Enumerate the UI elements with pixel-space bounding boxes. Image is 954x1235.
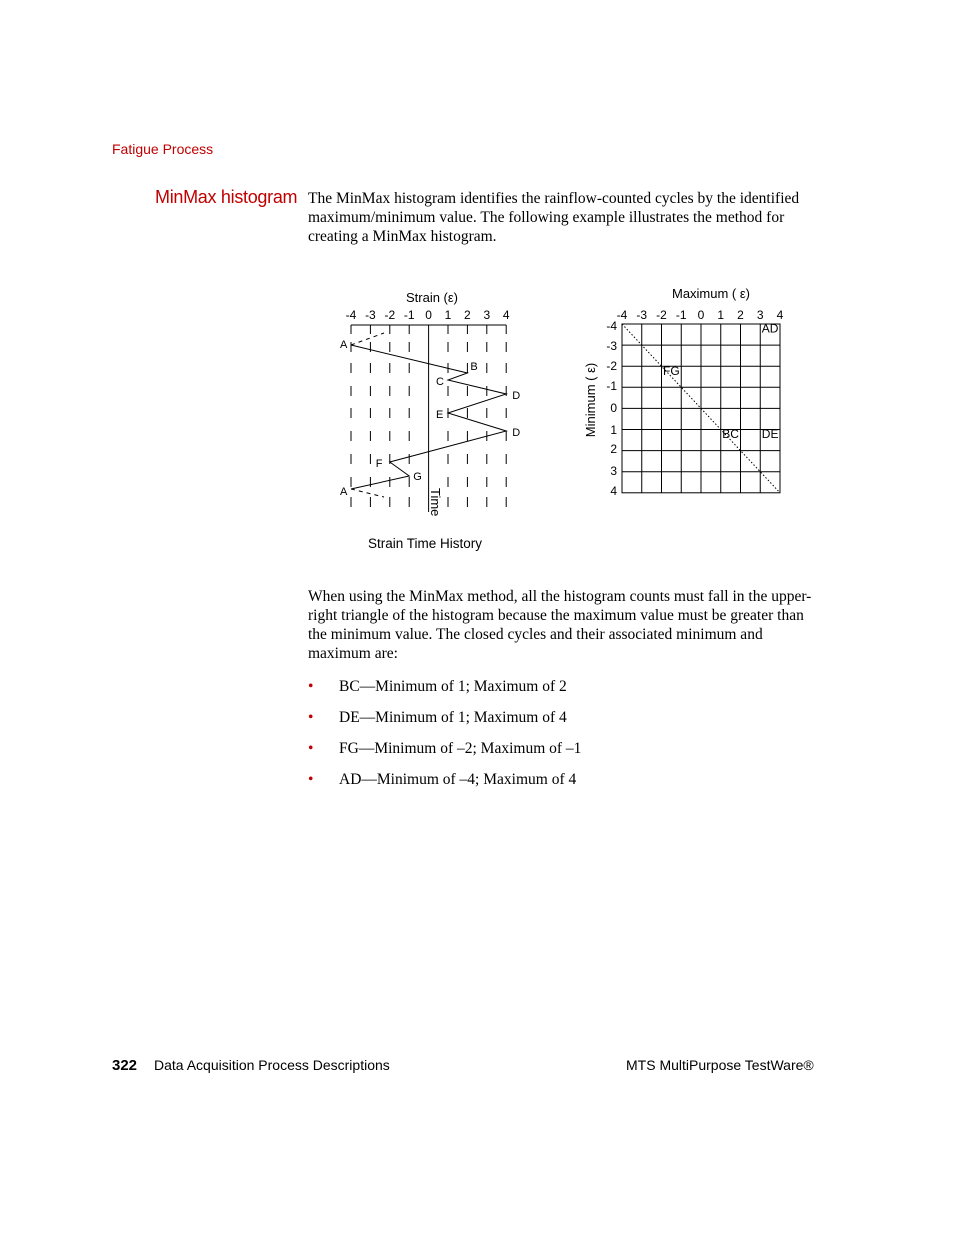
histogram-cell-label: DE <box>761 427 779 442</box>
list-item <box>308 739 581 770</box>
strain-tick-label: -3 <box>365 308 376 322</box>
page-number: 322 <box>112 1057 138 1074</box>
strain-point-label: C <box>436 376 444 388</box>
histogram-y-tick-label: -4 <box>606 319 617 333</box>
histogram-x-tick-label: -2 <box>656 308 667 322</box>
strain-point-label: F <box>375 458 383 470</box>
strain-time-history-diagram <box>340 290 520 551</box>
strain-tick-label: 2 <box>464 308 471 322</box>
footer-product-name: MTS MultiPurpose TestWare® <box>626 1057 814 1073</box>
strain-point-label: A <box>340 486 348 498</box>
histogram-y-axis-title: Minimum ( ε) <box>583 362 598 438</box>
strain-tick-label: 3 <box>483 308 491 322</box>
strain-tick-label: 4 <box>502 308 510 322</box>
histogram-x-axis-title: Maximum ( ε) <box>671 286 751 301</box>
bullet-mark: • <box>308 678 314 695</box>
footer-chapter-title: Data Acquisition Process Descriptions <box>154 1057 390 1073</box>
closed-cycles-list <box>308 677 581 801</box>
list-item <box>308 770 581 801</box>
strain-tick-label: 0 <box>425 308 432 322</box>
strain-point-label: D <box>512 390 521 402</box>
histogram-x-tick-label: -4 <box>616 308 628 322</box>
strain-point-label: G <box>413 471 422 483</box>
histogram-x-tick-label: 4 <box>776 308 784 322</box>
histogram-x-tick-label: 0 <box>697 308 705 322</box>
list-item <box>308 677 581 708</box>
histogram-x-tick-label: 2 <box>737 308 744 322</box>
strain-history-continuation <box>351 489 384 497</box>
histogram-x-tick-label: -1 <box>675 308 687 322</box>
strain-axis-title: Strain (ε) <box>405 290 459 305</box>
bullet-mark: • <box>308 740 314 757</box>
histogram-x-tick-label: 3 <box>756 308 764 322</box>
strain-point-label: E <box>436 409 444 421</box>
strain-point-label: A <box>340 339 348 351</box>
histogram-y-tick-label: -3 <box>606 339 617 353</box>
histogram-cell-label: AD <box>761 321 779 336</box>
strain-tick-label: -1 <box>403 308 415 322</box>
minmax-histogram-grid <box>583 286 784 498</box>
histogram-cell-label: BC <box>722 427 739 442</box>
histogram-x-tick-label: -3 <box>636 308 648 322</box>
list-item-text: BC—Minimum of 1; Maximum of 2 <box>339 678 567 695</box>
strain-point-label: B <box>470 361 478 373</box>
list-item-text: AD—Minimum of –4; Maximum of 4 <box>339 771 577 788</box>
list-item <box>308 708 581 739</box>
histogram-y-tick-label: -2 <box>606 359 617 373</box>
histogram-y-tick-label: -1 <box>606 379 617 393</box>
minmax-explanation-paragraph: When using the MinMax method, all the histogram counts must fall in the upper-right triangle of the histogram because the maximum value must be greater than the minimum value. The closed cycles and their associated minimum and maximum are: <box>308 588 812 662</box>
bullet-mark: • <box>308 771 314 788</box>
bullet-mark: • <box>308 709 314 726</box>
histogram-y-tick-label: 2 <box>610 442 617 456</box>
strain-tick-label: -2 <box>384 308 396 322</box>
section-heading: MinMax histogram <box>155 187 298 207</box>
histogram-y-tick-label: 4 <box>610 484 617 498</box>
histogram-cell-label: FG <box>663 363 680 378</box>
time-axis-label: Time <box>428 488 443 517</box>
strain-point-label: D <box>512 427 521 439</box>
list-item-text: DE—Minimum of 1; Maximum of 4 <box>339 709 567 726</box>
histogram-y-tick-label: 3 <box>610 464 617 478</box>
strain-history-caption: Strain Time History <box>367 536 483 551</box>
header-section-title: Fatigue Process <box>112 141 214 157</box>
histogram-y-tick-label: 1 <box>610 423 617 437</box>
list-item-text: FG—Minimum of –2; Maximum of –1 <box>339 740 582 757</box>
histogram-x-tick-label: 1 <box>717 308 725 322</box>
strain-tick-label: -4 <box>345 308 357 322</box>
strain-tick-label: 1 <box>444 308 452 322</box>
strain-history-continuation <box>351 333 384 345</box>
intro-paragraph: The MinMax histogram identifies the rainflow-counted cycles by the identified maximum/minimum value. The following example illustrates the method for creating a MinMax histogram. <box>308 190 800 245</box>
histogram-y-tick-label: 0 <box>610 401 617 415</box>
